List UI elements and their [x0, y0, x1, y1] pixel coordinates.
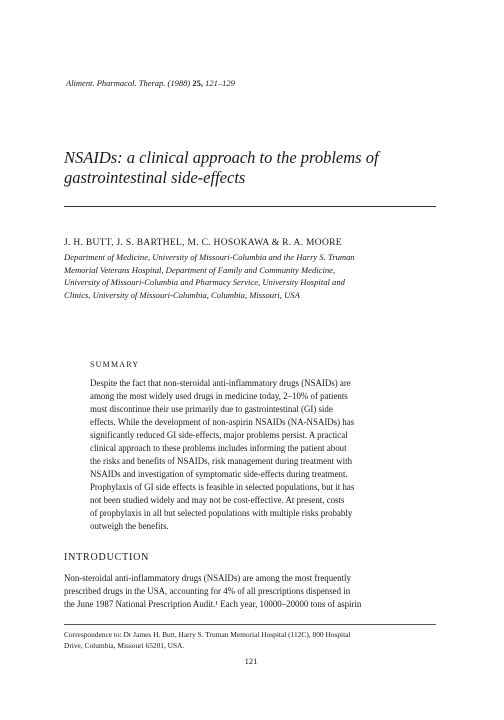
footnote-divider [64, 624, 436, 625]
title-divider [64, 206, 436, 207]
summary-heading: SUMMARY [90, 360, 140, 369]
affiliation-line: Clinics, University of Missouri-Columbia, Columbia, Missouri, USA [64, 289, 300, 300]
affiliation-line: Memorial Veterans Hospital, Department of Family and Community Medicine, [64, 264, 336, 275]
journal-citation [66, 78, 235, 88]
summary-line: significantly reduced GI side-effects, major problems persist. A practical [90, 430, 348, 440]
footnote-line: Correspondence to: Dr James H. Butt, Harry S. Truman Memorial Hospital (112C), 800 Hospital [64, 630, 351, 639]
article-title-line-2: gastrointestinal side-effects [64, 168, 246, 187]
summary-line: of prophylaxis in all but selected populations with multiple risks probably [90, 508, 353, 518]
summary-line: the risks and benefits of NSAIDs, risk management during treatment with [90, 456, 353, 466]
journal-volume: 25, [192, 78, 203, 88]
journal-year: (1988) [167, 78, 191, 88]
journal-name: Aliment. Pharmacol. Therap. [66, 78, 166, 88]
introduction-line: prescribed drugs in the USA, accounting for 4% of all prescriptions dispensed in [64, 586, 351, 596]
author-affiliation [64, 251, 440, 301]
summary-line: not been studied widely and may not be cost-effective. At present, costs [90, 495, 345, 505]
summary-line: Prophylaxis of GI side effects is feasible in selected populations, but it has [90, 482, 355, 492]
introduction-text [64, 572, 442, 611]
summary-line: must discontinue their use primarily due to gastrointestinal (GI) side [90, 404, 333, 414]
correspondence-footnote [64, 630, 442, 651]
page-number: 121 [244, 656, 258, 666]
summary-line: NSAIDs and investigation of symptomatic side-effects during treatment. [90, 469, 348, 479]
introduction-line: the June 1987 National Prescription Audit.¹ Each year, 10000–20000 tons of aspirin [64, 599, 362, 609]
summary-line: among the most widely used drugs in medicine today, 2–10% of patients [90, 391, 348, 401]
footnote-line: Drive, Columbia, Missouri 65201, USA. [64, 640, 185, 650]
introduction-heading: INTRODUCTION [64, 552, 150, 563]
summary-line: Despite the fact that non-steroidal anti-inflammatory drugs (NSAIDs) are [90, 378, 351, 388]
author-list: J. H. BUTT, J. S. BARTHEL, M. C. HOSOKAWA & R. A. MOORE [64, 238, 342, 248]
affiliation-line: University of Missouri-Columbia and Pharmacy Service, University Hospital and [64, 277, 345, 287]
article-title [64, 148, 454, 188]
introduction-line: Non-steroidal anti-inflammatory drugs (NSAIDs) are among the most frequently [64, 573, 351, 583]
affiliation-line: Department of Medicine, University of Missouri-Columbia and the Harry S. Truman [64, 252, 355, 262]
article-title-line-1: NSAIDs: a clinical approach to the problems of [64, 148, 379, 167]
summary-line: effects. While the development of non-aspirin NSAIDs (NA-NSAIDs) has [90, 417, 355, 427]
summary-line: clinical approach to these problems includes informing the patient about [90, 443, 347, 453]
summary-line: outweigh the benefits. [90, 521, 169, 531]
journal-pages: 121–129 [205, 78, 235, 88]
summary-text [90, 377, 438, 533]
